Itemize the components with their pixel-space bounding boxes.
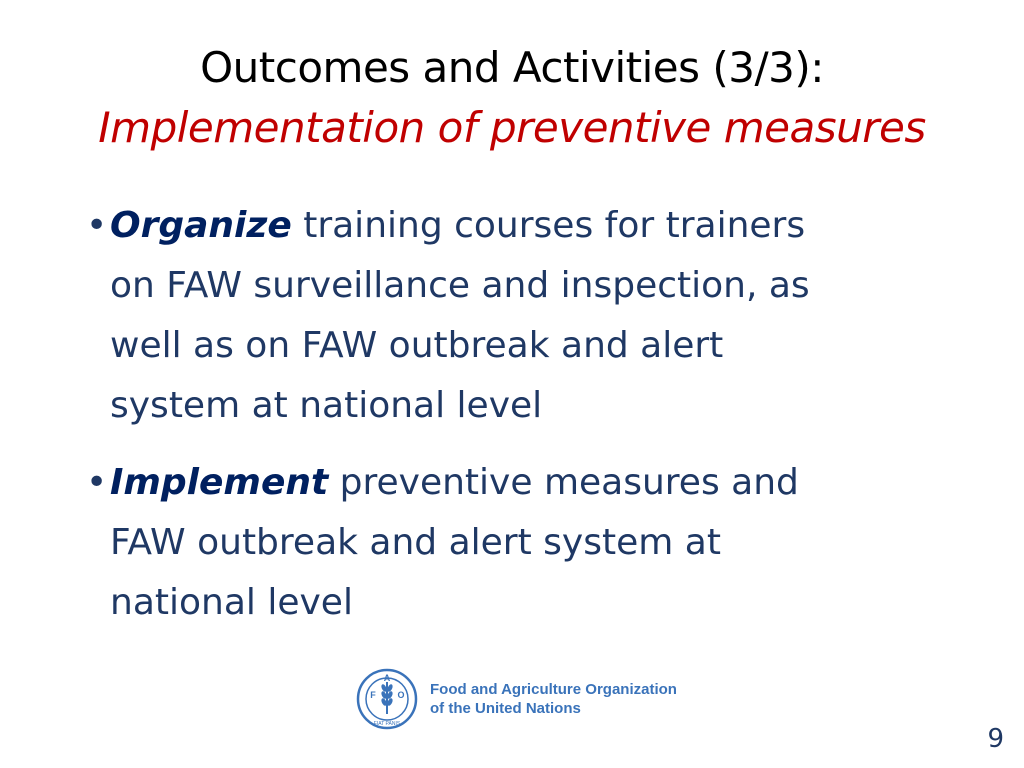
bullet-lead-word: Organize: [110, 205, 292, 246]
bullet-text: training courses for trainers: [291, 205, 806, 246]
bullet-marker: •: [86, 205, 108, 246]
title-subtitle: Implementation of preventive measures: [98, 103, 926, 152]
bullet-item-organize: [86, 196, 916, 436]
emblem-letter-a: A: [383, 673, 391, 683]
bullet-line: system at national level: [110, 385, 543, 426]
page-number: 9: [987, 724, 1004, 754]
emblem-letter-f: F: [370, 690, 376, 700]
logo-text-line1: Food and Agriculture Organization: [430, 681, 677, 698]
fao-emblem-icon: [356, 668, 418, 730]
emblem-letter-o: O: [397, 690, 405, 700]
bullet-text: preventive measures and: [328, 462, 799, 503]
bullet-list: [86, 196, 916, 650]
fao-logo: [356, 668, 677, 730]
slide-title: [0, 38, 1024, 158]
fao-logo-text: [430, 680, 677, 718]
bullet-item-implement: [86, 453, 916, 633]
bullet-line: [110, 196, 916, 256]
bullet-line: on FAW surveillance and inspection, as: [110, 265, 810, 306]
bullet-line: well as on FAW outbreak and alert: [110, 325, 724, 366]
logo-text-line2: of the United Nations: [430, 700, 581, 717]
title-main: Outcomes and Activities (3/3):: [200, 43, 824, 92]
bullet-line: [110, 453, 916, 513]
bullet-line: national level: [110, 582, 353, 623]
bullet-marker: •: [86, 462, 108, 503]
bullet-line: FAW outbreak and alert system at: [110, 522, 721, 563]
bullet-lead-word: Implement: [110, 462, 329, 503]
emblem-motto: FIAT PANIS: [373, 721, 401, 727]
